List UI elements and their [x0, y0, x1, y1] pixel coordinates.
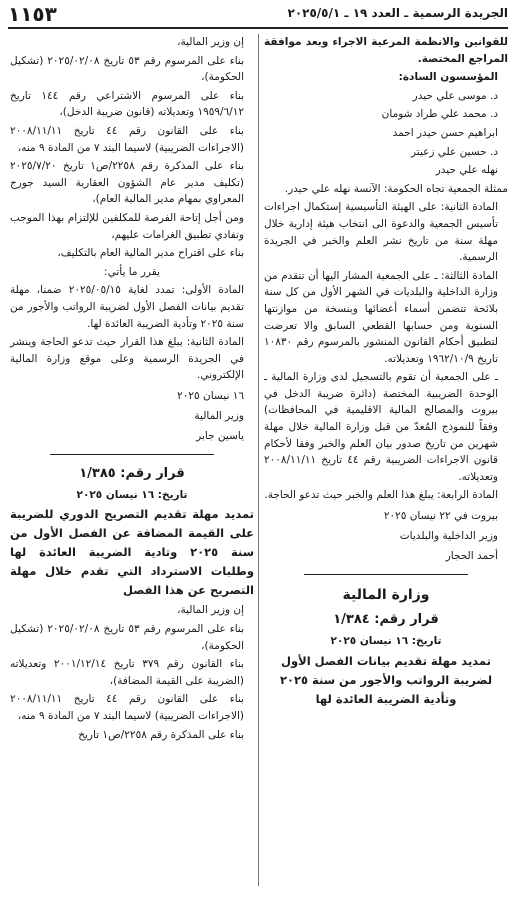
decides-label: يقرر ما يأتي: [104, 265, 160, 278]
preamble-line: إن وزير المالية، [177, 604, 244, 617]
founder-item: ابراهيم حسن حيدر احمد [392, 126, 498, 139]
preamble-line: بناء على القانون رقم ٤٤ تاريخ ٢٠٠٨/١١/١١ (الاجراءات الضريبية) لاسيما البند ٧ من المادة ٩ منه، [10, 124, 244, 154]
founder-item: د. محمد علي طراد شومان [381, 108, 498, 121]
signature-title: وزير الداخلية والبلديات [399, 530, 498, 543]
preamble-line: بناء القانون رقم ٣٧٩ تاريخ ٢٠٠١/١٢/١٤ وتعديلاته (الضريبة على القيمة المضافة)، [10, 658, 244, 687]
ministry-heading: وزارة المالية [342, 587, 430, 604]
preamble-line: ومن أجل إتاحة الفرصة للمكلفين للإلتزام بهذا الموجب وتفادي تطبيق الغرامات عليهم، [10, 211, 244, 241]
signature-name: ياسين جابر [196, 429, 244, 442]
article-two: المادة الثانية: على الهيئة التأسيسية إستكمال اجراءات تأسيس الجمعية والدعوة الى انتخاب هيئة إدارية خلال مهلة سنة من تاريخ نشر العلم والخبر في الجريدة الرسمية. [264, 201, 498, 264]
section-divider [304, 574, 468, 575]
page-number: ١١٥٣ [8, 2, 57, 26]
page-header [8, 4, 508, 26]
signature-block [264, 506, 508, 566]
preamble-line: بناء على المرسوم رقم ٥٣ تاريخ ٢٠٢٥/٠٢/٠٨ (تشكيل الحكومة)، [10, 54, 244, 84]
founder-item: نهله علي حيدر [435, 164, 498, 177]
signature-place-date: بيروت في ٢٢ نيسان ٢٠٢٥ [383, 510, 498, 523]
decision-number: قرار رقم: ١/٣٨٤ [333, 612, 439, 628]
preamble-line: بناء على المذكرة رقم ٢٢٥٨/ص١ تاريخ ٢٠٢٥/٧/٢٠ (تكليف مدير عام الشؤون العقارية السيد جورج المعراوي بمهام مدير المالية العام)، [10, 160, 244, 206]
founder-item: د. موسى علي حيدر [412, 89, 498, 102]
founders-label: المؤسسون السادة: [398, 71, 498, 84]
article-one: المادة الأولى: تمدد لغاية ٢٠٢٥/٠٥/١٥ ضمنا، مهلة تقديم بيانات الفصل الأول لضريبة الرواتب والأجور من سنة ٢٠٢٥ وتأدية الضريبة العائدة لها. [10, 284, 244, 330]
preamble-line: بناء على المرسوم الاشتراعي رقم ١٤٤ تاريخ ١٩٥٩/٦/١٢ وتعديلاته (قانون ضريبة الدخل)، [10, 89, 244, 119]
founder-item: د. حسين علي زعيتر [410, 145, 498, 158]
article-two: المادة الثانية: يبلغ هذا القرار حيث تدعو الحاجة وينشر في الجريدة الرسمية وعلى موقع وزارة المالية الإلكتروني. [10, 336, 244, 382]
signature-title: وزير المالية [194, 409, 244, 422]
preamble-line: بناء على المذكرة رقم ٢٢٥٨/ص١ تاريخ [78, 728, 244, 741]
government-representative: ممثلة الجمعية تجاه الحكومة: الآنسة نهله علي حيدر. [284, 182, 508, 195]
right-column [264, 34, 508, 711]
decision-date: تاريخ: ١٦ نيسان ٢٠٢٥ [330, 635, 442, 648]
decision-subject: تمديد مهلة تقديم بيانات الفصل الأول لضريبة الرواتب والأجور من سنة ٢٠٢٥ وتأدية الضريبة العائدة لها [279, 653, 493, 706]
decision-subject: تمديد مهلة تقديم التصريح الدوري للضريبة على القيمة المضافة عن الفصل الأول من سنة ٢٠٢٥ وتادية الضريبة العائدة لها وطلبات الاسترداد التي تقدم خلال مهلة التصريح عن هذا الفصل [10, 507, 254, 598]
left-column [10, 34, 254, 745]
signature-block [10, 386, 254, 446]
preamble-line: بناء على المرسوم رقم ٥٣ تاريخ ٢٠٢٥/٠٢/٠٨ (تشكيل الحكومة)، [10, 623, 244, 652]
article-four: المادة الرابعة: يبلغ هذا العلم والخبر حيث تدعو الحاجة. [264, 489, 498, 502]
preamble-line: بناء على القانون رقم ٤٤ تاريخ ٢٠٠٨/١١/١١ (الاجراءات الضريبية) لاسيما البند ٧ من المادة ٩ منه، [10, 693, 244, 723]
intro-text: للقوانين والانظمة المرعية الاجراء وبعد موافقة المراجع المختصة. [264, 36, 508, 65]
article-three: المادة الثالثة: ـ على الجمعية المشار اليها أن تتقدم من وزارة الداخلية والبلديات في الشهر الأول من كل سنة بلائحة تتضمن أسماء أعضائها وبنسخة من موازنتها السنوية ومن حسابها القطعي السابق والا تعرضت لتطبيق أحكام القانون المنشور بالمرسوم رقم ١٠٨٣٠ تاريخ ١٩٦٢/١٠/٩ وتعديلاته. [264, 269, 498, 365]
signature-name: أحمد الحجار [445, 550, 498, 563]
decision-number: قرار رقم: ١/٣٨٥ [79, 465, 185, 481]
article-three-continued: ـ على الجمعية أن تقوم بالتسجيل لدى وزارة المالية ـ الوحدة الضريبية المختصة (دائرة ضريبة الدخل في بيروت والمصالح المالية الاقليمية في المحافظات) وفقاً للنموذج المُعدّ من قبل وزارة المالية خلال مهلة شهرين من تاريخ صدور بيان العلم والخبر وفقا لأحكام قانون الاجراءات الضريبية رقم ٤٤ تاريخ ٢٠٠٨/١١/١١ وتعديلاته. [264, 371, 498, 483]
preamble-line: إن وزير المالية، [177, 36, 244, 48]
header-rule [8, 27, 508, 29]
preamble-line: بناء على اقتراح مدير المالية العام بالتكليف، [57, 247, 244, 260]
signature-date: ١٦ نيسان ٢٠٢٥ [177, 389, 244, 402]
decision-date: تاريخ: ١٦ نيسان ٢٠٢٥ [76, 488, 188, 501]
column-divider [258, 34, 259, 886]
section-divider [50, 454, 214, 455]
gazette-title: الجريدة الرسمية ـ العدد ١٩ ـ ٢٠٢٥/٥/١ [287, 6, 508, 20]
